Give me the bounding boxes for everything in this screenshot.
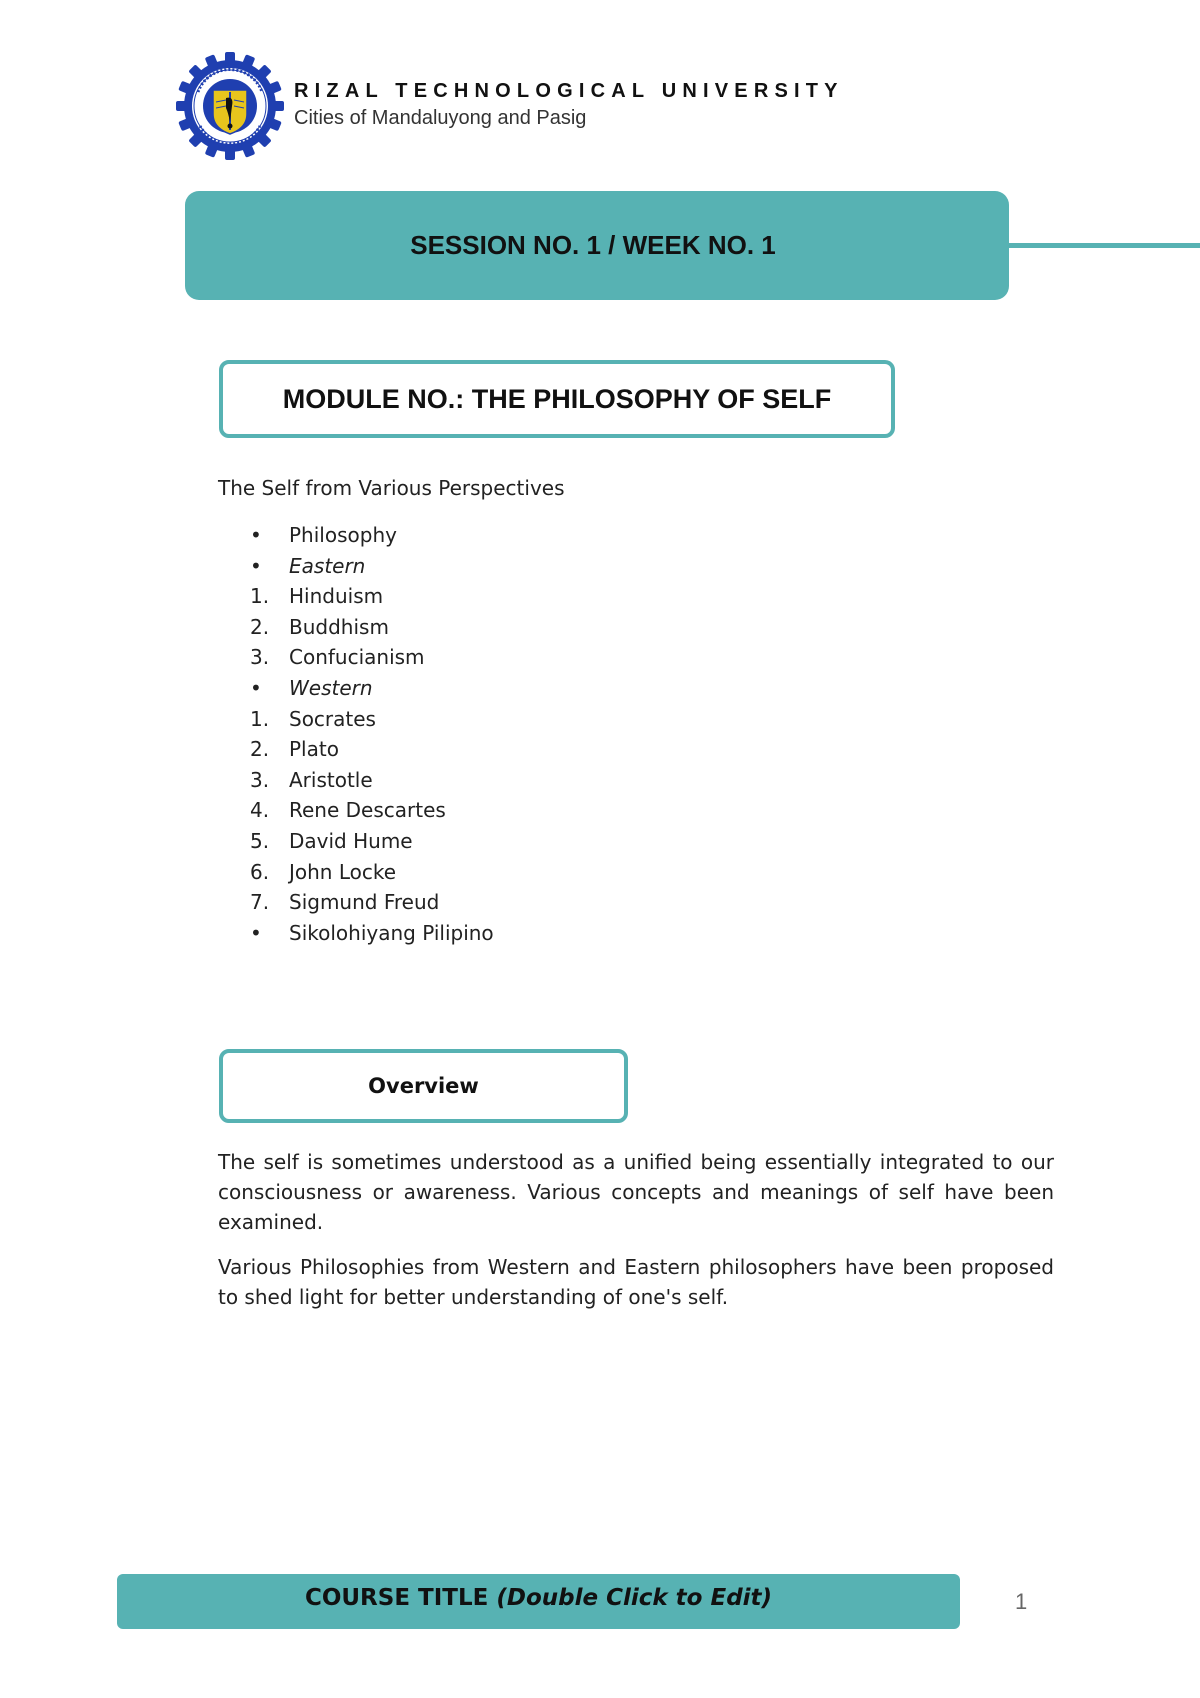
session-title: SESSION NO. 1 / WEEK NO. 1 <box>410 230 776 260</box>
university-seal-icon <box>176 52 284 160</box>
list-item <box>250 918 494 949</box>
list-marker: 3. <box>250 767 270 792</box>
topic-list <box>250 520 494 948</box>
list-marker: 1. <box>250 706 270 731</box>
list-item <box>250 826 494 857</box>
list-item <box>250 734 494 765</box>
overview-paragraph: Various Philosophies from Western and Eastern philosophers have been proposed to shed light for better understanding of one's self. <box>218 1255 1054 1309</box>
session-banner-line <box>1008 243 1200 248</box>
list-item-text: Rene Descartes <box>289 798 446 823</box>
list-item <box>250 704 494 735</box>
module-title-box <box>219 360 895 438</box>
university-subtitle: Cities of Mandaluyong and Pasig <box>294 107 587 129</box>
list-item <box>250 612 494 643</box>
list-item <box>250 887 494 918</box>
list-item <box>250 520 494 551</box>
page-number: 1 <box>1015 1589 1028 1614</box>
list-item-text: Sigmund Freud <box>289 890 440 915</box>
list-item <box>250 765 494 796</box>
list-item-text: John Locke <box>289 859 397 884</box>
list-item-text: Plato <box>289 737 339 762</box>
list-item-text: Buddhism <box>289 614 389 639</box>
course-title-edit-hint: (Double Click to Edit) <box>496 1584 773 1611</box>
list-item-text: Eastern <box>289 553 366 578</box>
list-item <box>250 642 494 673</box>
list-item-text: Socrates <box>289 706 376 731</box>
course-title[interactable] <box>305 1585 772 1611</box>
list-marker: • <box>250 920 262 945</box>
list-item-text: Philosophy <box>289 523 397 547</box>
module-title: MODULE NO.: THE PHILOSOPHY OF SELF <box>282 383 832 414</box>
list-item-text: Aristotle <box>289 767 373 792</box>
list-marker: 1. <box>250 584 270 609</box>
list-item-text: David Hume <box>289 828 413 853</box>
university-name: RIZAL TECHNOLOGICAL UNIVERSITY <box>294 80 844 102</box>
list-marker: • <box>250 523 262 547</box>
list-marker: 7. <box>250 890 270 915</box>
list-marker: 2. <box>250 737 270 762</box>
list-item-text: Hinduism <box>289 584 384 609</box>
list-marker: • <box>250 675 262 700</box>
list-item-text: Sikolohiyang Pilipino <box>289 920 494 945</box>
list-marker: • <box>250 553 262 578</box>
overview-paragraph: The self is sometimes understood as a unified being essentially integrated to our consciousness or awareness. Various concepts and meanings of self have been examined. <box>218 1150 1054 1234</box>
list-item <box>250 551 494 582</box>
list-item-text: Confucianism <box>289 645 425 670</box>
list-item <box>250 795 494 826</box>
session-banner <box>185 191 1009 300</box>
list-item-text: Western <box>289 675 373 700</box>
list-item <box>250 857 494 888</box>
list-marker: 3. <box>250 645 270 670</box>
list-marker: 2. <box>250 614 270 639</box>
topics-heading: The Self from Various Perspectives <box>218 476 565 500</box>
list-marker: 5. <box>250 828 270 853</box>
university-logo <box>176 52 284 160</box>
course-title-label: COURSE TITLE <box>304 1584 489 1611</box>
list-item <box>250 673 494 704</box>
overview-title: Overview <box>368 1074 479 1098</box>
course-title-bar[interactable] <box>117 1574 960 1629</box>
list-marker: 4. <box>250 798 270 823</box>
list-item <box>250 581 494 612</box>
overview-title-box <box>219 1049 628 1123</box>
list-marker: 6. <box>250 859 270 884</box>
